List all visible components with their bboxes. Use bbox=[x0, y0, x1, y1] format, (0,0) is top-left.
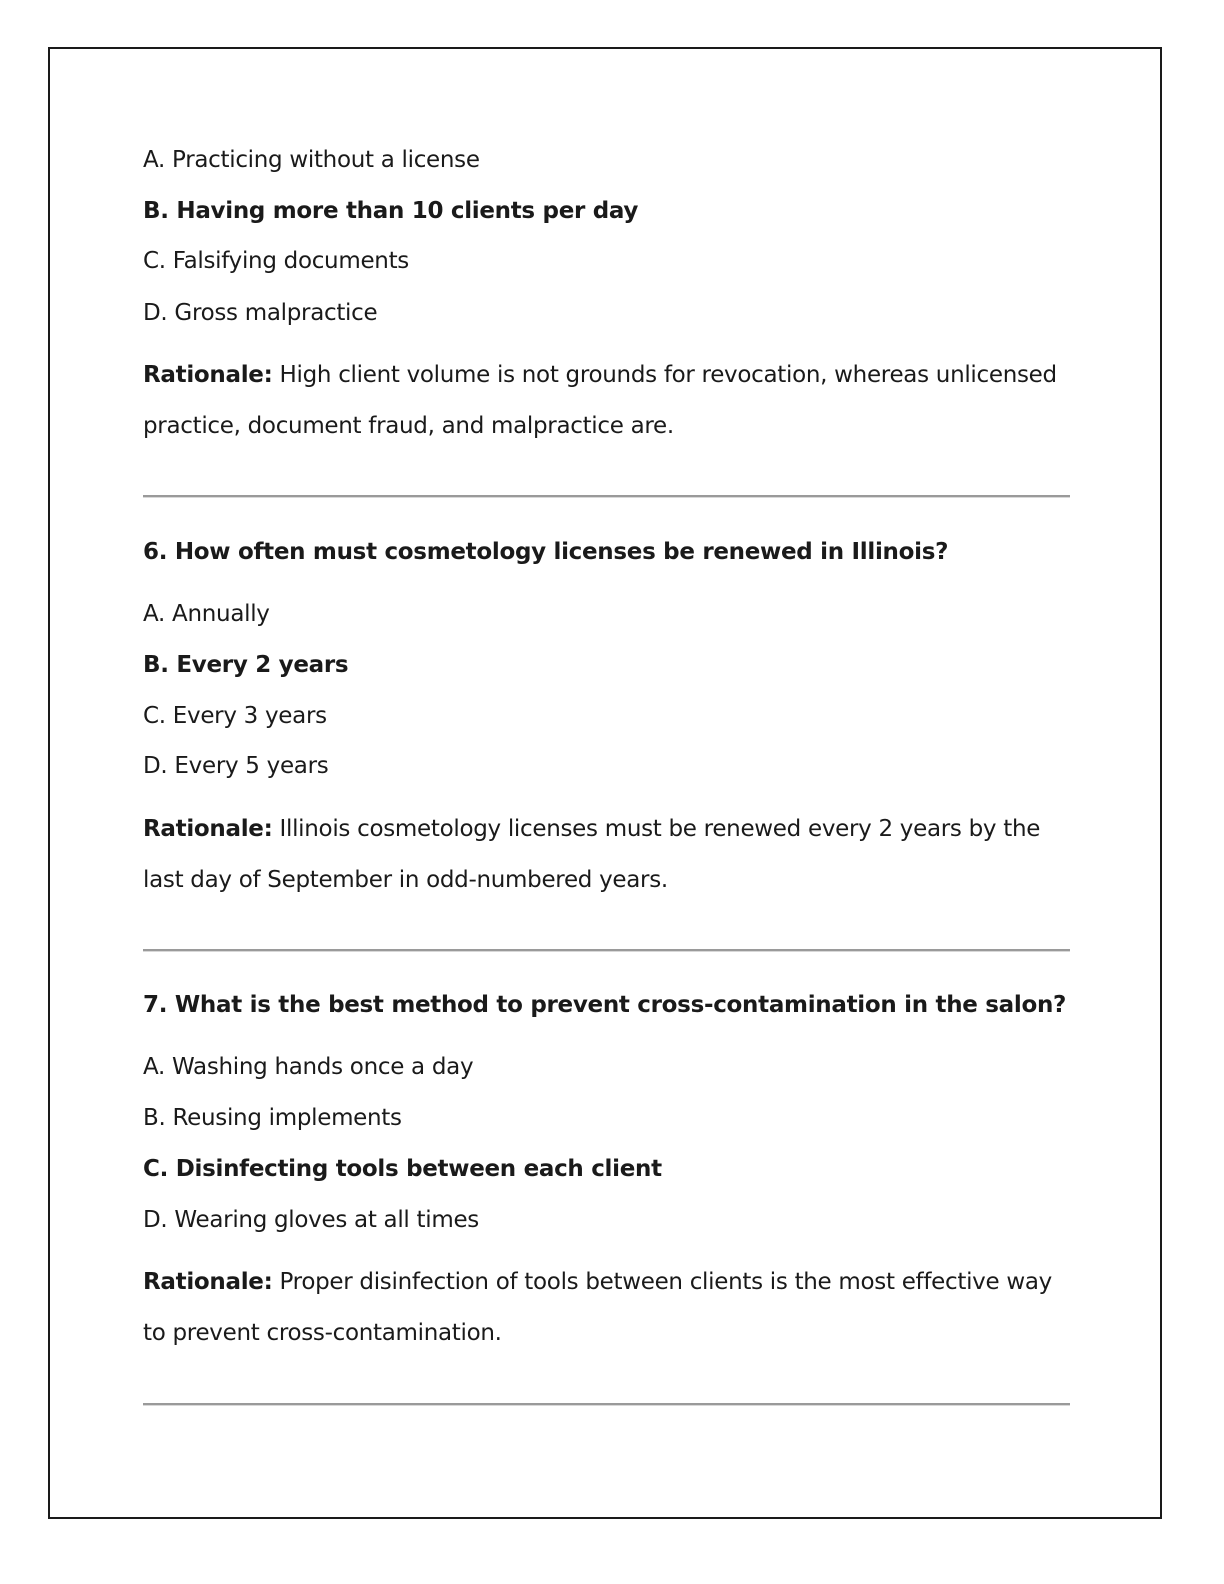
q5-option-d: D. Gross malpractice bbox=[143, 300, 378, 326]
q7-option-c-correct: C. Disinfecting tools between each client bbox=[143, 1156, 662, 1182]
q6-rationale-cont: last day of September in odd-numbered years. bbox=[143, 867, 668, 893]
q7-question: 7. What is the best method to prevent cross-contamination in the salon? bbox=[143, 992, 1067, 1018]
section-divider bbox=[143, 495, 1070, 497]
rationale-label: Rationale: bbox=[143, 816, 273, 842]
rationale-label: Rationale: bbox=[143, 1269, 273, 1295]
q7-rationale-cont: to prevent cross-contamination. bbox=[143, 1320, 502, 1346]
rationale-text: High client volume is not grounds for revocation, whereas unlicensed bbox=[279, 362, 1057, 388]
q6-option-b-correct: B. Every 2 years bbox=[143, 652, 349, 678]
rationale-text: Illinois cosmetology licenses must be renewed every 2 years by the bbox=[279, 816, 1041, 842]
section-divider bbox=[143, 1403, 1070, 1405]
q6-option-d: D. Every 5 years bbox=[143, 753, 329, 779]
q7-option-b: B. Reusing implements bbox=[143, 1105, 402, 1131]
q6-option-a: A. Annually bbox=[143, 601, 270, 627]
q5-option-a: A. Practicing without a license bbox=[143, 147, 480, 173]
q5-option-b-correct: B. Having more than 10 clients per day bbox=[143, 198, 639, 224]
q5-rationale-cont: practice, document fraud, and malpractice are. bbox=[143, 413, 674, 439]
q5-rationale bbox=[143, 360, 1057, 390]
rationale-label: Rationale: bbox=[143, 362, 273, 388]
section-divider bbox=[143, 949, 1070, 951]
q7-rationale bbox=[143, 1267, 1052, 1297]
q6-rationale bbox=[143, 814, 1040, 844]
rationale-text: Proper disinfection of tools between clients is the most effective way bbox=[279, 1269, 1052, 1295]
q5-option-c: C. Falsifying documents bbox=[143, 248, 409, 274]
q7-option-a: A. Washing hands once a day bbox=[143, 1054, 474, 1080]
q6-question: 6. How often must cosmetology licenses be renewed in Illinois? bbox=[143, 539, 949, 565]
q7-option-d: D. Wearing gloves at all times bbox=[143, 1207, 479, 1233]
q6-option-c: C. Every 3 years bbox=[143, 703, 327, 729]
